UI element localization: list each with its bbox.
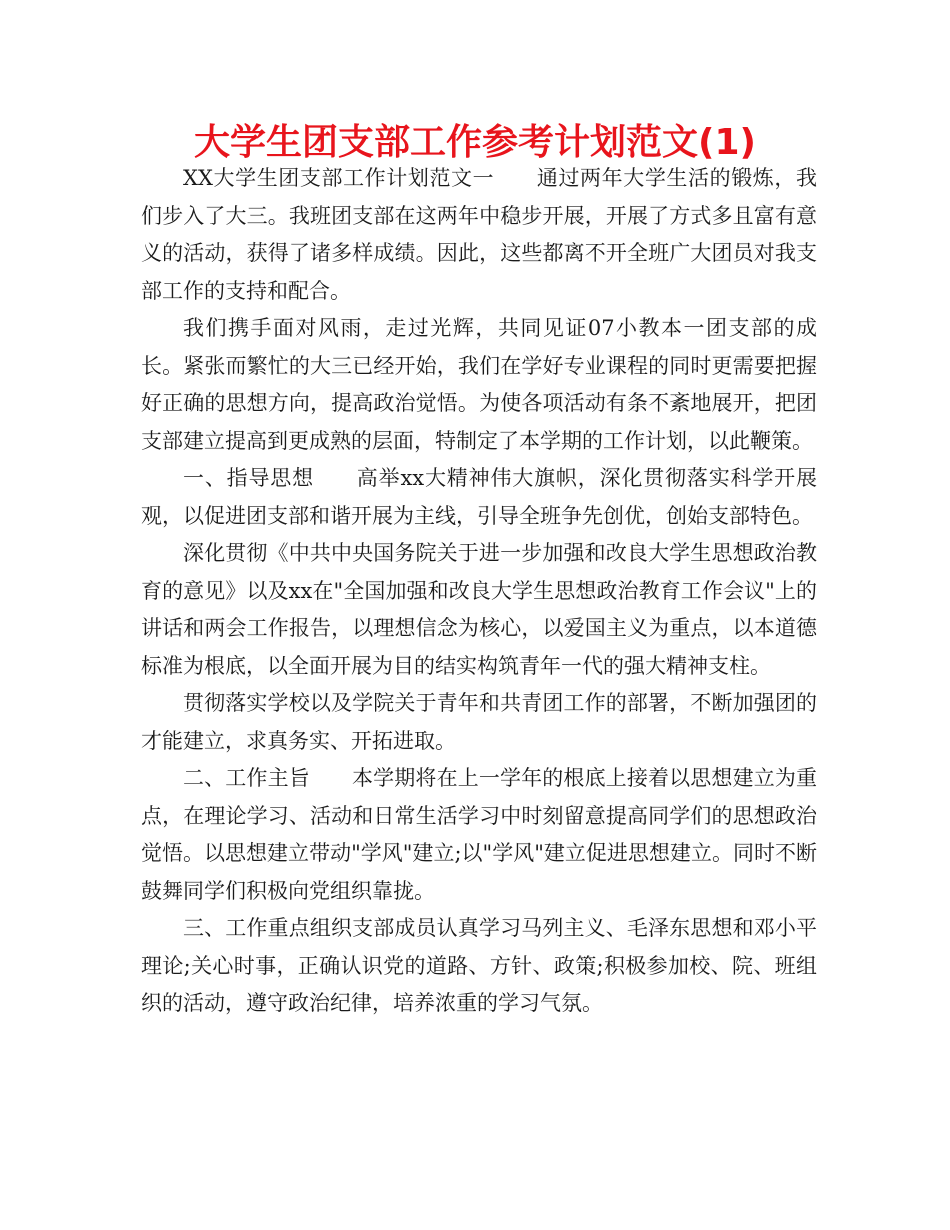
paragraph-text: 深化贯彻《中共中央国务院关于进一步加强和改良大学生思想政治教育的意见》以及xx在"全国加强和改良大学生思想政治教育工作会议"上的讲话和两会工作报告，以理想信念为核心，以爱国主义为重点，以本道德标准为根底，以全面开展为目的结实构筑青年一代的强大精神支柱。 xyxy=(141,541,817,678)
paragraph xyxy=(141,535,817,685)
paragraph-text: 高举xx大精神伟大旗帜，深化贯彻落实科学开展观，以促进团支部和谐开展为主线，引导全班争先创优，创始支部特色。 xyxy=(141,466,818,528)
document-body xyxy=(141,160,817,1023)
paragraph xyxy=(141,760,817,910)
paragraph-lead: XX大学生团支部工作计划范文一 xyxy=(183,166,495,190)
paragraph-text: 三、工作重点组织支部成员认真学习马列主义、毛泽东思想和邓小平理论;关心时事，正确认识党的道路、方针、政策;积极参加校、院、班组织的活动，遵守政治纪律，培养浓重的学习气氛。 xyxy=(141,916,817,1015)
paragraph xyxy=(141,460,817,535)
paragraph-lead: 二、工作主旨 xyxy=(183,766,310,790)
paragraph-text: 通过两年大学生活的锻炼，我们步入了大三。我班团支部在这两年中稳步开展，开展了方式多且富有意义的活动，获得了诸多样成绩。因此，这些都离不开全班广大团员对我支部工作的支持和配合。 xyxy=(141,166,817,303)
paragraph xyxy=(141,160,817,310)
paragraph-text: 贯彻落实学校以及学院关于青年和共青团工作的部署，不断加强团的才能建立，求真务实、开拓进取。 xyxy=(141,691,817,753)
paragraph xyxy=(141,910,817,1023)
paragraph-lead: 一、指导思想 xyxy=(183,466,314,490)
paragraph-text: 我们携手面对风雨，走过光辉，共同见证07小教本一团支部的成长。紧张而繁忙的大三已经开始，我们在学好专业课程的同时更需要把握好正确的思想方向，提高政治觉悟。为使各项活动有条不紊地展开，把团支部建立提高到更成熟的层面，特制定了本学期的工作计划，以此鞭策。 xyxy=(141,316,817,453)
paragraph xyxy=(141,685,817,760)
document-title: 大学生团支部工作参考计划范文(1) xyxy=(194,122,756,163)
paragraph xyxy=(141,310,817,460)
paragraph-text: 本学期将在上一学年的根底上接着以思想建立为重点，在理论学习、活动和日常生活学习中时刻留意提高同学们的思想政治觉悟。以思想建立带动"学风"建立;以"学风"建立促进思想建立。同时不断鼓舞同学们积极向党组织靠拢。 xyxy=(141,766,818,903)
